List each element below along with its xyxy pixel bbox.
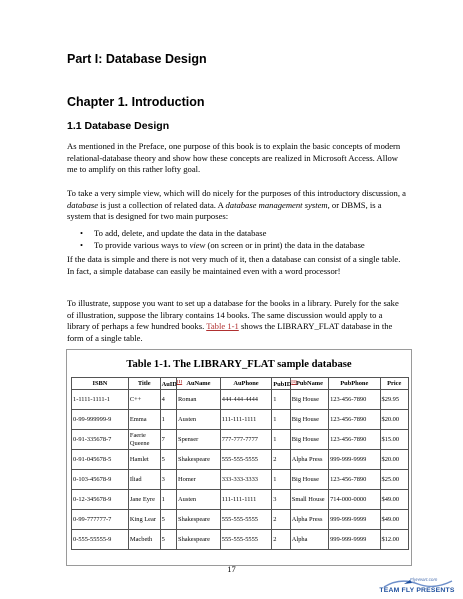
term-database: database <box>67 199 99 210</box>
cell-isbn: 0-91-045678-5 <box>72 450 129 470</box>
cell-price: $25.00 <box>380 470 409 490</box>
section-title: 1.1 Database Design <box>67 120 170 132</box>
cell-pubphone: 123-456-7890 <box>329 410 380 430</box>
cell-price: $15.00 <box>380 430 409 450</box>
cell-auname: Homer <box>177 470 221 490</box>
definition-text-2: is just a collection of related data. A <box>98 199 226 210</box>
table-row <box>72 430 409 450</box>
cell-pubname: Alpha Press <box>290 450 328 470</box>
logo-tagline: TEAM FLY PRESENTS <box>379 587 455 594</box>
table-row <box>72 470 409 490</box>
cell-pubname: Big House <box>290 410 328 430</box>
list-item-text: (on screen or in print) the data in the database <box>205 239 365 250</box>
cell-auid: 1 <box>160 490 176 510</box>
cell-price: $29.95 <box>380 390 409 410</box>
cell-auid: 7 <box>160 430 176 450</box>
term-dbms: database management system <box>225 199 328 210</box>
cell-isbn: 0-99-777777-7 <box>72 510 129 530</box>
cell-pubid: 1 <box>272 410 291 430</box>
cell-auphone: 333-333-3333 <box>220 470 271 490</box>
cell-isbn: 1-1111-1111-1 <box>72 390 129 410</box>
cell-isbn: 0-99-999999-9 <box>72 410 129 430</box>
part-title: Part I: Database Design <box>67 52 207 66</box>
cell-auphone: 111-111-1111 <box>220 410 271 430</box>
table-header-row <box>72 378 409 390</box>
chapter-title: Chapter 1. Introduction <box>67 95 205 109</box>
column-header-auname: AuName <box>177 378 221 390</box>
cell-title: Emma <box>128 410 160 430</box>
table-caption: Table 1-1. The LIBRARY_FLAT sample database <box>126 359 352 370</box>
column-header-auphone: AuPhone <box>220 378 271 390</box>
cell-price: $12.00 <box>380 530 409 550</box>
cell-auname: Shakespeare <box>177 450 221 470</box>
cell-auid: 1 <box>160 410 176 430</box>
cell-pubphone: 123-456-7890 <box>329 390 380 410</box>
logo-url: FlyHeart.com <box>410 577 438 582</box>
table-row <box>72 390 409 410</box>
cell-auid: 5 <box>160 510 176 530</box>
cell-pubid: 2 <box>272 510 291 530</box>
definition-text-3: , or DBMS, is a system that is designed for two main purposes: <box>67 199 382 222</box>
table-row <box>72 410 409 430</box>
cell-price: $20.00 <box>380 450 409 470</box>
cell-pubname: Alpha Press <box>290 510 328 530</box>
cell-pubid: 3 <box>272 490 291 510</box>
auid-label: AuID <box>161 381 177 389</box>
column-header-pubid <box>272 378 297 390</box>
cell-auphone: 555-555-5555 <box>220 530 271 550</box>
cell-title: King Lear <box>128 510 160 530</box>
term-view: view <box>189 239 206 250</box>
simple-data-paragraph: If the data is simple and there is not very much of it, then a database can consist of a single table. In fact, a simple database can easily be maintained even with a word processor! <box>67 254 401 276</box>
cell-price: $49.00 <box>380 490 409 510</box>
list-item-text: To provide various ways to <box>94 239 190 250</box>
column-header-isbn: ISBN <box>72 378 129 390</box>
cell-auphone: 777-777-7777 <box>220 430 271 450</box>
cell-title: Iliad <box>128 470 160 490</box>
table-row <box>72 530 409 550</box>
cell-auphone: 555-555-5555 <box>220 510 271 530</box>
footnote-link[interactable]: [1] <box>176 379 183 385</box>
bullet-icon: • <box>80 239 84 250</box>
cell-pubphone: 999-999-9999 <box>329 510 380 530</box>
cell-auname: Spenser <box>177 430 221 450</box>
cell-title: Hamlet <box>128 450 160 470</box>
bullet-icon: • <box>80 228 84 238</box>
cell-pubphone: 123-456-7890 <box>329 430 380 450</box>
cell-title: C++ <box>128 390 160 410</box>
cell-isbn: 0-12-345678-9 <box>72 490 129 510</box>
cell-pubphone: 999-999-9999 <box>329 530 380 550</box>
cell-isbn: 0-91-335678-7 <box>72 430 129 450</box>
cell-auname: Shakespeare <box>177 530 221 550</box>
cell-auname: Roman <box>177 390 221 410</box>
pubid-label: PubID <box>273 381 292 389</box>
cell-title: Faerie Queene <box>128 430 160 450</box>
cell-pubid: 1 <box>272 390 291 410</box>
definition-text-1: To take a very simple view, which will do nicely for the purposes of this introductory discussion, a <box>67 188 406 198</box>
column-header-pubphone: PubPhone <box>329 378 380 390</box>
cell-title: Jane Eyre <box>128 490 160 510</box>
table-row <box>72 490 409 510</box>
cell-pubname: Big House <box>290 470 328 490</box>
purpose-list <box>80 228 400 251</box>
cell-auphone: 444-444-4444 <box>220 390 271 410</box>
intro-paragraph: As mentioned in the Preface, one purpose of this book is to explain the basic concepts of modern relational-database theory and show how these concepts are realized in Microsoft Access. Allow me to amplify on this rather lofty goal. <box>67 141 401 175</box>
database-definition-paragraph <box>67 188 407 223</box>
cell-auid: 5 <box>160 450 176 470</box>
cell-auname: Austen <box>177 410 221 430</box>
cell-auid: 3 <box>160 470 176 490</box>
cell-title: Macbeth <box>128 530 160 550</box>
cell-pubname: Alpha <box>290 530 328 550</box>
column-header-auid <box>160 378 183 390</box>
cell-pubname: Small House <box>290 490 328 510</box>
table-frame <box>66 349 412 566</box>
table-row <box>72 450 409 470</box>
page-number: 17 <box>227 564 236 574</box>
cell-auid: 4 <box>160 390 176 410</box>
cell-pubphone: 714-000-0000 <box>329 490 380 510</box>
cell-pubphone: 123-456-7890 <box>329 470 380 490</box>
cell-isbn: 0-103-45678-9 <box>72 470 129 490</box>
cell-auname: Austen <box>177 490 221 510</box>
cell-pubid: 2 <box>272 530 291 550</box>
table-1-1-link[interactable]: Table 1-1 <box>206 321 239 332</box>
library-text-1: To illustrate, suppose you want to set up a database for the books in a library. Purely for the sake of illustration, suppose the library contains 14 books. The same discussion would apply to a library of perhaps a few hundred books. <box>67 298 399 332</box>
cell-pubname: Big House <box>290 430 328 450</box>
column-header-pubname: PubName <box>290 378 328 390</box>
cell-pubname: Big House <box>290 390 328 410</box>
column-header-title: Title <box>128 378 160 390</box>
library-flat-table <box>71 377 409 550</box>
cell-auid: 5 <box>160 530 176 550</box>
cell-auphone: 111-111-1111 <box>220 490 271 510</box>
cell-auphone: 555-555-5555 <box>220 450 271 470</box>
library-text-2: shows the LIBRARY_FLAT database in the form of a single table. <box>67 321 393 343</box>
footnote-link[interactable]: [1] <box>291 379 297 385</box>
cell-price: $20.00 <box>380 410 409 430</box>
cell-pubid: 1 <box>272 470 291 490</box>
library-example-paragraph <box>67 298 407 344</box>
list-item-text: To add, delete, and update the data in the database <box>94 228 267 238</box>
table-row <box>72 510 409 530</box>
cell-price: $49.00 <box>380 510 409 530</box>
cell-isbn: 0-555-55555-9 <box>72 530 129 550</box>
list-item <box>80 240 400 252</box>
list-item <box>80 228 400 240</box>
cell-pubid: 1 <box>272 430 291 450</box>
column-header-price: Price <box>380 378 409 390</box>
cell-pubid: 2 <box>272 450 291 470</box>
cell-auname: Shakespeare <box>177 510 221 530</box>
cell-pubphone: 999-999-9999 <box>329 450 380 470</box>
